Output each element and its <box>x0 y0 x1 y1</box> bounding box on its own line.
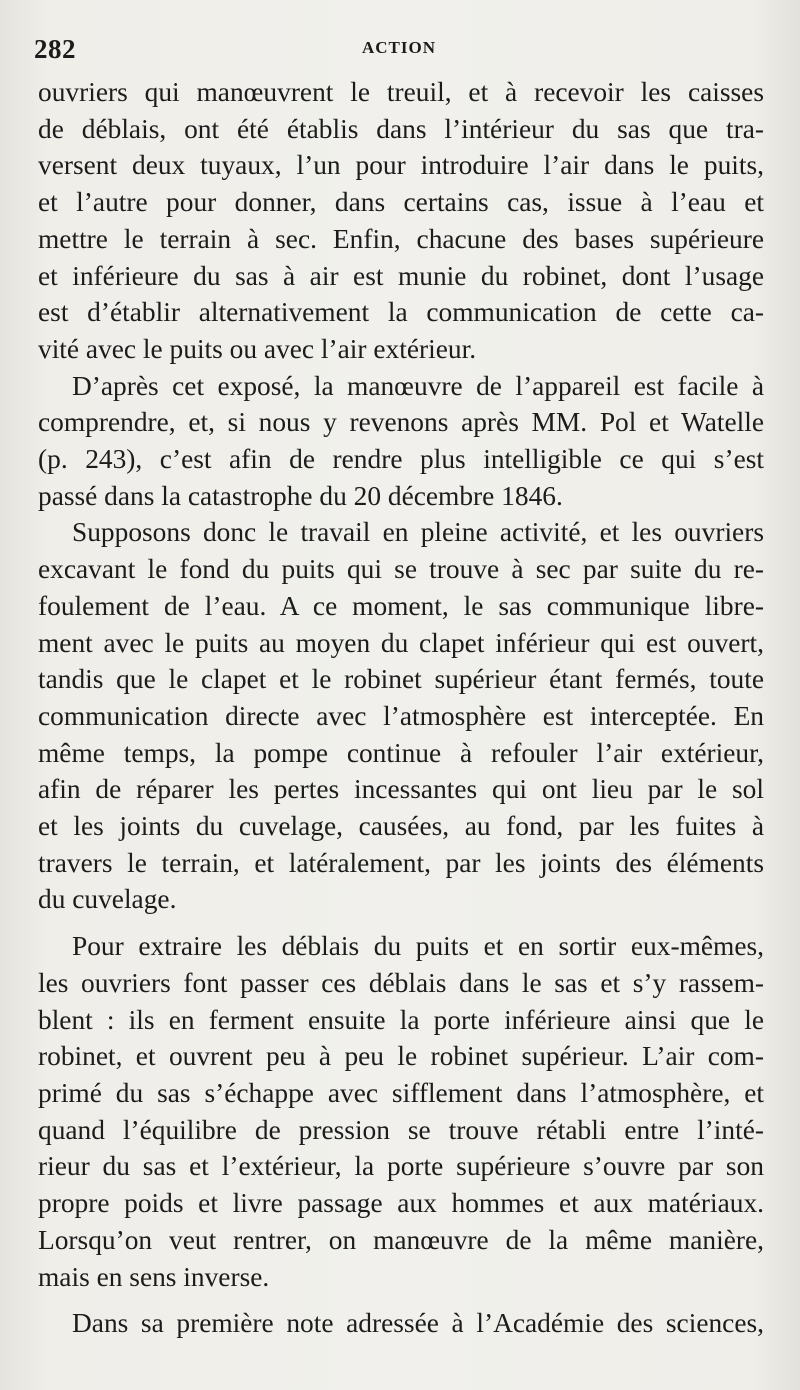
text-line: les ouvriers font passer ces déblais dans le sas et s’y rassem- <box>38 967 764 998</box>
text-line: passé dans la catastrophe du 20 décembre 1846. <box>38 480 563 511</box>
text-line: excavant le fond du puits qui se trouve à sec par suite du re- <box>38 554 764 585</box>
text-line: même temps, la pompe continue à refouler l’air extérieur, <box>38 737 764 768</box>
text-line: du cuvelage. <box>38 884 177 915</box>
text-line: (p. 243), c’est afin de rendre plus intelligible ce qui s’est <box>38 444 764 475</box>
text-line: est d’établir alternativement la communication de cette ca- <box>38 297 764 328</box>
text-line: propre poids et livre passage aux hommes et aux matériaux. <box>38 1188 764 1219</box>
text-line: mettre le terrain à sec. Enfin, chacune des bases supérieure <box>38 223 764 254</box>
text-line: rieur du sas et l’extérieur, la porte supérieure s’ouvre par son <box>38 1151 764 1182</box>
page-number: 282 <box>34 34 76 64</box>
text-line: et l’autre pour donner, dans certains cas, issue à l’eau et <box>38 187 764 218</box>
text-line: primé du sas s’échappe avec sifflement dans l’atmosphère, et <box>38 1077 764 1108</box>
text-line: de déblais, ont été établis dans l’intérieur du sas que tra- <box>38 113 764 144</box>
running-title: ACTION <box>361 38 436 57</box>
text-line: travers le terrain, et latéralement, par les joints des éléments <box>38 847 764 878</box>
text-line: comprendre, et, si nous y revenons après MM. Pol et Watelle <box>38 407 764 438</box>
text-line: ouvriers qui manœuvrent le treuil, et à recevoir les caisses <box>38 77 764 107</box>
page-header <box>34 34 764 70</box>
body-text <box>38 74 764 1342</box>
text-line: Lorsqu’on veut rentrer, on manœuvre de la même manière, <box>38 1224 764 1255</box>
text-line: D’après cet exposé, la manœuvre de l’appareil est facile à <box>72 370 764 401</box>
text-line: communication directe avec l’atmosphère est interceptée. En <box>38 700 764 731</box>
text-line: et les joints du cuvelage, causées, au fond, par les fuites à <box>38 811 764 842</box>
text-line: ment avec le puits au moyen du clapet inférieur qui est ouvert, <box>38 627 764 658</box>
text-line: Supposons donc le travail en pleine activité, et les ouvriers <box>72 517 764 548</box>
text-line: robinet, et ouvrent peu à peu le robinet supérieur. L’air com- <box>38 1041 764 1072</box>
text-line: foulement de l’eau. A ce moment, le sas communique libre- <box>38 590 764 621</box>
text-line: afin de réparer les pertes incessantes qui ont lieu par le sol <box>38 774 764 805</box>
text-line: et inférieure du sas à air est munie du robinet, dont l’usage <box>38 260 764 291</box>
text-line: quand l’équilibre de pression se trouve rétabli entre l’inté- <box>38 1114 764 1145</box>
text-line: vité avec le puits ou avec l’air extérieur. <box>38 333 477 364</box>
text-line: tandis que le clapet et le robinet supérieur étant fermés, toute <box>38 664 764 695</box>
text-line: mais en sens inverse. <box>38 1261 270 1292</box>
text-line: versent deux tuyaux, l’un pour introduire l’air dans le puits, <box>38 150 764 181</box>
text-line: blent : ils en ferment ensuite la porte inférieure ainsi que le <box>38 1004 764 1035</box>
text-line: Dans sa première note adressée à l’Académie des sciences, <box>72 1308 764 1339</box>
text-line: Pour extraire les déblais du puits et en sortir eux-mêmes, <box>72 931 764 962</box>
